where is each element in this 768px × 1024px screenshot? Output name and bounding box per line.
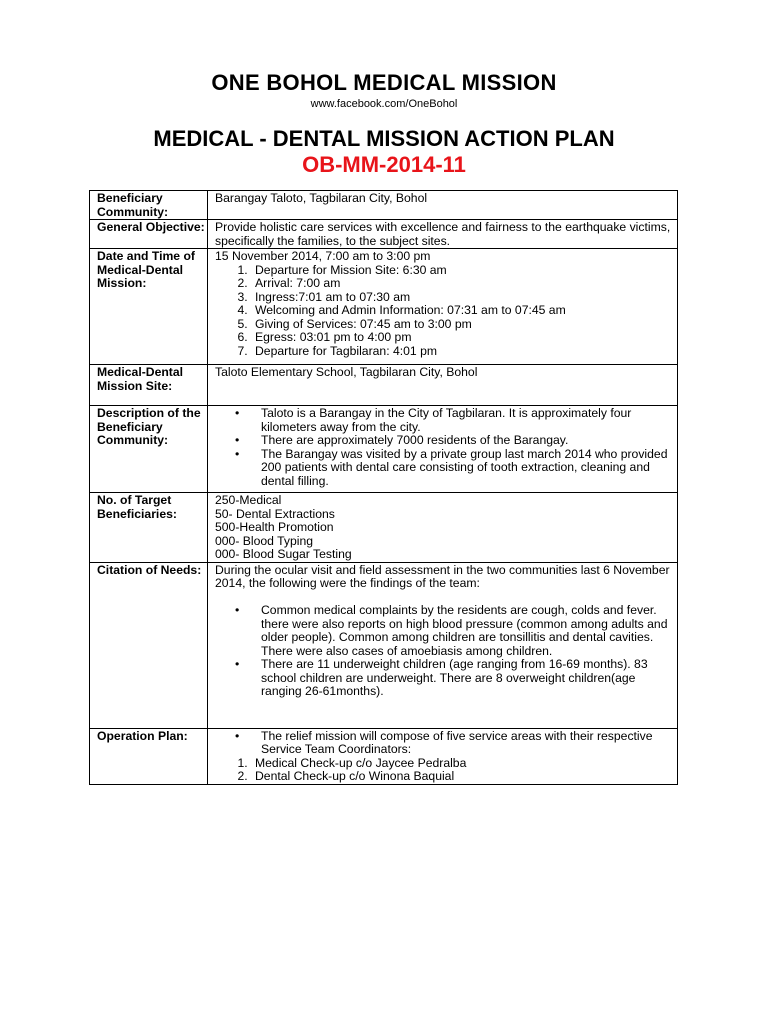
schedule-item: 6. Egress: 03:01 pm to 4:00 pm: [251, 331, 671, 345]
label-objective: General Objective:: [90, 220, 208, 249]
description-item: • There are approximately 7000 residents of the Barangay.: [261, 434, 671, 448]
action-plan-table: [89, 190, 678, 785]
label-needs: Citation of Needs:: [90, 562, 208, 728]
doc-title: MEDICAL - DENTAL MISSION ACTION PLAN: [153, 126, 615, 151]
value-datetime: 15 November 2014, 7:00 am to 3:00 pm: [215, 249, 431, 263]
row-datetime: [90, 249, 678, 365]
operation-item: • The relief mission will compose of five service areas with their respective Service Team Coordinators:: [261, 730, 671, 757]
target-item: 000- Blood Sugar Testing: [215, 547, 352, 561]
label-operation: Operation Plan:: [90, 728, 208, 784]
schedule-list: [215, 264, 671, 359]
needs-item: • There are 11 underweight children (age ranging from 16-69 months). 83 school children are underweight. There are 8 overweight children(age ranging 26-61months).: [261, 658, 671, 699]
value-site: Taloto Elementary School, Tagbilaran City, Bohol: [208, 365, 678, 406]
value-objective: Provide holistic care services with excellence and fairness to the earthquake victims, specifically the families, to the subject sites.: [208, 220, 678, 249]
org-url: www.facebook.com/OneBohol: [310, 98, 458, 110]
row-beneficiary: [90, 191, 678, 220]
schedule-item: 4. Welcoming and Admin Information: 07:31 am to 07:45 am: [251, 304, 671, 318]
schedule-item: 2. Arrival: 7:00 am: [251, 277, 671, 291]
row-operation: [90, 728, 678, 784]
doc-code: OB-MM-2014-11: [302, 152, 466, 177]
label-datetime: Date and Time of Medical-Dental Mission:: [90, 249, 208, 365]
needs-item: • Common medical complaints by the residents are cough, colds and fever. there were also reports on high blood pressure (common among adults and older people). Common among children are tonsillitis and dental cavities. There were also cases of amoebiasis among children.: [261, 604, 671, 658]
needs-list: [215, 604, 671, 699]
service-area-item: 1. Medical Check-up c/o Jaycee Pedralba: [251, 757, 671, 771]
row-objective: [90, 220, 678, 249]
label-targets: No. of Target Beneficiaries:: [90, 493, 208, 563]
value-beneficiary: Barangay Taloto, Tagbilaran City, Bohol: [208, 191, 678, 220]
needs-intro: During the ocular visit and field assessment in the two communities last 6 November 2014, the following were the findings of the team:: [215, 562, 670, 590]
label-site: Medical-Dental Mission Site:: [90, 365, 208, 406]
schedule-item: 3. Ingress:7:01 am to 07:30 am: [251, 291, 671, 305]
description-item: • Taloto is a Barangay in the City of Tagbilaran. It is approximately four kilometers away from the city.: [261, 407, 671, 434]
schedule-item: 5. Giving of Services: 07:45 am to 3:00 pm: [251, 318, 671, 332]
operation-list: [215, 730, 671, 757]
label-description: Description of the Beneficiary Community:: [90, 406, 208, 493]
row-needs: [90, 562, 678, 728]
service-area-item: 2. Dental Check-up c/o Winona Baquial: [251, 770, 671, 784]
target-item: 50- Dental Extractions: [215, 506, 335, 521]
row-targets: [90, 493, 678, 563]
schedule-item: 7. Departure for Tagbilaran: 4:01 pm: [251, 345, 671, 359]
target-item: 250-Medical: [215, 493, 282, 507]
org-title: ONE BOHOL MEDICAL MISSION: [211, 70, 557, 95]
service-areas-list: [215, 757, 671, 784]
label-beneficiary: Beneficiary Community:: [90, 191, 208, 220]
description-item: • The Barangay was visited by a private group last march 2014 who provided 200 patients with dental care consisting of tooth extraction, cleaning and dental filling.: [261, 448, 671, 489]
target-item: 500-Health Promotion: [215, 520, 334, 534]
row-site: [90, 365, 678, 406]
schedule-item: 1. Departure for Mission Site: 6:30 am: [251, 264, 671, 278]
target-item: 000- Blood Typing: [215, 533, 314, 548]
row-description: [90, 406, 678, 493]
description-list: [215, 407, 671, 488]
